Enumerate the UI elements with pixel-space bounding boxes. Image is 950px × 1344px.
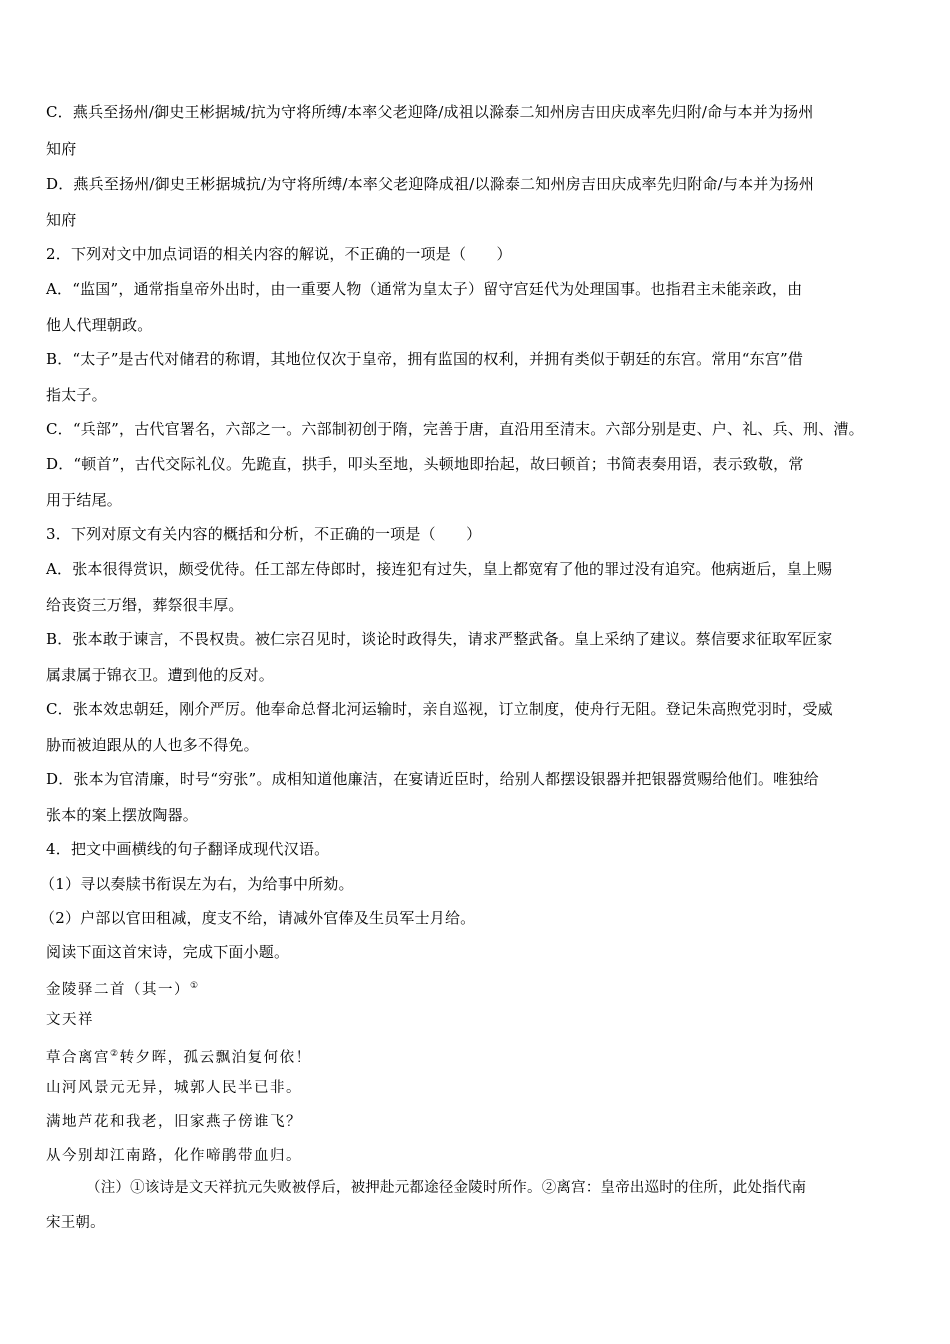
q1-option-c-line1: C．燕兵至扬州/御史王彬据城/抗为守将所缚/本率父老迎降/成祖以滁泰二知州房吉田庆成率先归附/命与本并为扬州	[46, 103, 814, 121]
q1-option-d-line2: 知府	[46, 211, 77, 229]
q3-option-d-line2: 张本的案上摆放陶器。	[46, 806, 199, 824]
poem-intro: 阅读下面这首宋诗，完成下面小题。	[46, 943, 290, 961]
q2-option-b-line2: 指太子。	[46, 386, 107, 404]
poem-line-2: 山河风景元无异，城郭人民半已非。	[46, 1080, 302, 1096]
q3-stem: 3．下列对原文有关内容的概括和分析，不正确的一项是（ ）	[46, 525, 482, 543]
q4-stem: 4．把文中画横线的句子翻译成现代汉语。	[46, 840, 330, 858]
q2-option-c-line1: C．“兵部”，古代官署名，六部之一。六部制初创于隋，完善于唐，直沿用至清末。六部分别是吏、户、礼、兵、刑、漕。	[46, 420, 864, 438]
q3-option-c-line1: C．张本效忠朝廷，刚介严厉。他奉命总督北河运输时，亲自巡视，订立制度，使舟行无阻。登记朱高煦党羽时，受威	[46, 700, 833, 718]
q2-option-a-line1: A．“监国”，通常指皇帝外出时，由一重要人物（通常为皇太子）留守宫廷代为处理国事。也指君主未能亲政，由	[46, 280, 803, 298]
poem-note-line1: （注）①该诗是文天祥抗元失败被俘后，被押赴元都途径金陵时所作。②离宫：皇帝出巡时的住所，此处指代南	[86, 1180, 807, 1196]
poem-line-4: 从今别却江南路，化作啼鹃带血归。	[46, 1148, 302, 1164]
poem-line-1	[46, 1044, 312, 1068]
q1-option-d-line1: D．燕兵至扬州/御史王彬据城抗/为守将所缚/本率父老迎降成祖/以滁泰二知州房吉田庆成率先归附命/与本并为扬州	[46, 175, 815, 193]
poem-line-1a: 草合离宫	[46, 1049, 110, 1066]
q2-option-d-line1: D．“顿首”，古代交际礼仪。先跪直，拱手，叩头至地，头顿地即抬起，故曰顿首；书简表奏用语，表示致敬，常	[46, 455, 804, 473]
q3-option-d-line1: D．张本为官清廉，时号“穷张”。成相知道他廉洁，在宴请近臣时，给别人都摆设银器并把银器赏赐给他们。唯独给	[46, 770, 819, 788]
footnote-marker-2: ②	[110, 1049, 120, 1059]
q2-stem: 2．下列对文中加点词语的相关内容的解说，不正确的一项是（ ）	[46, 245, 512, 263]
q2-option-b-line1: B．“太子”是古代对储君的称谓，其地位仅次于皇帝，拥有监国的权利，并拥有类似于朝廷的东宫。常用“东宫”借	[46, 350, 804, 368]
poem-title	[46, 976, 200, 1000]
q3-option-a-line2: 给丧资三万缗，葬祭很丰厚。	[46, 596, 244, 614]
q3-option-b-line1: B．张本敢于谏言，不畏权贵。被仁宗召见时，谈论时政得失，请求严整武备。皇上采纳了建议。蔡信要求征取军匠家	[46, 630, 833, 648]
q2-option-a-line2: 他人代理朝政。	[46, 316, 153, 334]
q3-option-c-line2: 胁而被迫跟从的人也多不得免。	[46, 736, 259, 754]
footnote-marker-1: ①	[190, 981, 200, 991]
q3-option-b-line2: 属隶属于锦衣卫。遭到他的反对。	[46, 666, 275, 684]
poem-author: 文天祥	[46, 1012, 94, 1028]
q1-option-c-line2: 知府	[46, 140, 77, 158]
poem-note-line2: 宋王朝。	[46, 1215, 105, 1231]
q2-option-d-line2: 用于结尾。	[46, 491, 123, 509]
q4-sentence-1: （1）寻以奏牍书衔误左为右，为给事中所劾。	[40, 875, 354, 893]
poem-line-3: 满地芦花和我老，旧家燕子傍谁飞？	[46, 1114, 302, 1130]
q3-option-a-line1: A．张本很得赏识，颇受优待。任工部左侍郎时，接连犯有过失，皇上都宽宥了他的罪过没有追究。他病逝后，皇上赐	[46, 560, 833, 578]
q4-sentence-2: （2）户部以官田租减，度支不给，请减外官俸及生员军士月给。	[40, 909, 476, 927]
poem-title-text: 金陵驿二首（其一）	[46, 981, 190, 998]
poem-line-1b: 转夕晖，孤云飘泊复何依！	[119, 1049, 312, 1066]
